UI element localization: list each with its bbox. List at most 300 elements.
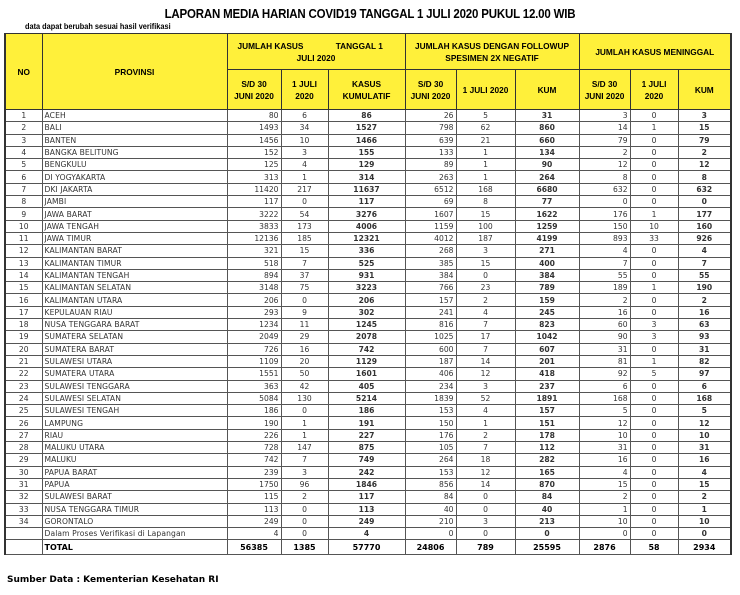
- followup-1juli: 23: [456, 282, 515, 294]
- followup-sd: 816: [405, 319, 456, 331]
- kasus-kumulatif: 742: [328, 343, 405, 355]
- header-kasus-1juli-line2: 2020: [295, 90, 314, 101]
- header-kasus-sd-line2: JUNI 2020: [234, 90, 274, 101]
- meninggal-1juli: 1: [630, 208, 678, 220]
- followup-sd: 1607: [405, 208, 456, 220]
- table-row: [5, 319, 731, 331]
- total-no: [5, 540, 42, 555]
- followup-kum: 90: [515, 159, 579, 171]
- meninggal-sd: 1: [579, 503, 630, 515]
- table-row: [5, 331, 731, 343]
- data-source: Sumber Data : Kementerian Kesehatan RI: [7, 575, 219, 585]
- followup-sd: 133: [405, 146, 456, 158]
- row-no: 7: [5, 183, 42, 195]
- meninggal-kum: 16: [678, 306, 731, 318]
- kasus-1juli: 1: [281, 417, 328, 429]
- followup-1juli: 1: [456, 159, 515, 171]
- kasus-kumulatif: 1129: [328, 355, 405, 367]
- kasus-sd: 3222: [227, 208, 281, 220]
- followup-kum: 178: [515, 429, 579, 441]
- meninggal-sd: 31: [579, 442, 630, 454]
- followup-kum: 1891: [515, 392, 579, 404]
- kasus-sd: 742: [227, 454, 281, 466]
- kasus-1juli: 1: [281, 429, 328, 441]
- meninggal-1juli: 0: [630, 257, 678, 269]
- followup-kum: 112: [515, 442, 579, 454]
- covid-report-table: [4, 33, 732, 555]
- meninggal-sd: 90: [579, 331, 630, 343]
- province-name: MALUKU: [42, 454, 227, 466]
- table-row: [5, 269, 731, 281]
- row-no: 4: [5, 146, 42, 158]
- kasus-kumulatif: 875: [328, 442, 405, 454]
- followup-1juli: 17: [456, 331, 515, 343]
- header-meninggal-1juli: [630, 70, 678, 110]
- followup-sd: 187: [405, 355, 456, 367]
- meninggal-kum: 82: [678, 355, 731, 367]
- followup-sd: 1025: [405, 331, 456, 343]
- followup-kum: 660: [515, 134, 579, 146]
- row-no: 34: [5, 515, 42, 527]
- row-no: 10: [5, 220, 42, 232]
- followup-kum: 6680: [515, 183, 579, 195]
- meninggal-sd: 10: [579, 429, 630, 441]
- followup-kum: 271: [515, 245, 579, 257]
- followup-sd: 384: [405, 269, 456, 281]
- followup-1juli: 7: [456, 442, 515, 454]
- followup-sd: 639: [405, 134, 456, 146]
- table-row: [5, 110, 731, 122]
- header-kasus-1juli: [281, 70, 328, 110]
- meninggal-1juli: 0: [630, 466, 678, 478]
- followup-kum: 157: [515, 405, 579, 417]
- kasus-1juli: 15: [281, 245, 328, 257]
- kasus-1juli: 11: [281, 319, 328, 331]
- province-name: PAPUA BARAT: [42, 466, 227, 478]
- followup-kum: 264: [515, 171, 579, 183]
- kasus-kumulatif: 525: [328, 257, 405, 269]
- followup-kum: 870: [515, 478, 579, 490]
- followup-sd: 105: [405, 442, 456, 454]
- province-name: SULAWESI BARAT: [42, 491, 227, 503]
- meninggal-sd: 7: [579, 257, 630, 269]
- meninggal-kum: 168: [678, 392, 731, 404]
- meninggal-kum: 93: [678, 331, 731, 343]
- followup-sd: 89: [405, 159, 456, 171]
- kasus-kumulatif: 3223: [328, 282, 405, 294]
- kasus-kumulatif: 1527: [328, 122, 405, 134]
- total-meninggal-kum: 2934: [678, 540, 731, 555]
- followup-1juli: 4: [456, 405, 515, 417]
- row-no: 8: [5, 196, 42, 208]
- kasus-1juli: 10: [281, 134, 328, 146]
- meninggal-sd: 16: [579, 454, 630, 466]
- row-no: 21: [5, 355, 42, 367]
- meninggal-1juli: 3: [630, 319, 678, 331]
- header-group-followup-line2: SPESIMEN 2X NEGATIF: [445, 52, 539, 63]
- meninggal-sd: 16: [579, 306, 630, 318]
- row-no: 3: [5, 134, 42, 146]
- meninggal-sd: 8: [579, 171, 630, 183]
- meninggal-sd: 0: [579, 528, 630, 540]
- meninggal-sd: 31: [579, 343, 630, 355]
- followup-sd: 385: [405, 257, 456, 269]
- table-row: [5, 466, 731, 478]
- kasus-kumulatif: 12321: [328, 232, 405, 244]
- meninggal-1juli: 0: [630, 183, 678, 195]
- meninggal-kum: 4: [678, 245, 731, 257]
- meninggal-kum: 31: [678, 343, 731, 355]
- followup-kum: 245: [515, 306, 579, 318]
- meninggal-1juli: 1: [630, 355, 678, 367]
- province-name: JAWA TIMUR: [42, 232, 227, 244]
- meninggal-sd: 2: [579, 294, 630, 306]
- kasus-kumulatif: 931: [328, 269, 405, 281]
- row-no: 20: [5, 343, 42, 355]
- meninggal-sd: 15: [579, 478, 630, 490]
- followup-sd: 268: [405, 245, 456, 257]
- followup-kum: 384: [515, 269, 579, 281]
- row-no: 22: [5, 368, 42, 380]
- meninggal-1juli: 0: [630, 405, 678, 417]
- kasus-sd: 1493: [227, 122, 281, 134]
- kasus-kumulatif: 302: [328, 306, 405, 318]
- kasus-sd: 1750: [227, 478, 281, 490]
- kasus-1juli: 75: [281, 282, 328, 294]
- table-row: [5, 257, 731, 269]
- province-name: SUMATERA SELATAN: [42, 331, 227, 343]
- total-meninggal-1juli: 58: [630, 540, 678, 555]
- header-fu-sd-line1: S/D 30: [417, 78, 444, 89]
- meninggal-1juli: 0: [630, 417, 678, 429]
- row-no: 29: [5, 454, 42, 466]
- kasus-1juli: 0: [281, 196, 328, 208]
- row-no: 23: [5, 380, 42, 392]
- kasus-sd: 518: [227, 257, 281, 269]
- kasus-1juli: 0: [281, 528, 328, 540]
- followup-1juli: 14: [456, 355, 515, 367]
- meninggal-kum: 97: [678, 368, 731, 380]
- header-group-followup: [405, 34, 579, 70]
- meninggal-sd: 12: [579, 159, 630, 171]
- meninggal-sd: 176: [579, 208, 630, 220]
- followup-kum: 213: [515, 515, 579, 527]
- kasus-kumulatif: 314: [328, 171, 405, 183]
- meninggal-1juli: 0: [630, 134, 678, 146]
- followup-kum: 823: [515, 319, 579, 331]
- meninggal-kum: 31: [678, 442, 731, 454]
- kasus-1juli: 0: [281, 405, 328, 417]
- kasus-sd: 80: [227, 110, 281, 122]
- province-name: KALIMANTAN TENGAH: [42, 269, 227, 281]
- meninggal-1juli: 0: [630, 159, 678, 171]
- row-no: 13: [5, 257, 42, 269]
- kasus-kumulatif: 117: [328, 196, 405, 208]
- kasus-sd: 186: [227, 405, 281, 417]
- followup-sd: 40: [405, 503, 456, 515]
- total-kasus-kumulatif: 57770: [328, 540, 405, 555]
- kasus-sd: 363: [227, 380, 281, 392]
- followup-sd: 150: [405, 417, 456, 429]
- kasus-1juli: 3: [281, 146, 328, 158]
- kasus-sd: 1456: [227, 134, 281, 146]
- kasus-sd: 321: [227, 245, 281, 257]
- header-kasus-kumulatif: [328, 70, 405, 110]
- table-row: [5, 171, 731, 183]
- followup-sd: 1839: [405, 392, 456, 404]
- kasus-kumulatif: 4: [328, 528, 405, 540]
- header-kasus-1juli-line1: 1 JULI: [292, 78, 317, 89]
- row-no: 28: [5, 442, 42, 454]
- kasus-sd: 12136: [227, 232, 281, 244]
- table-row: [5, 368, 731, 380]
- followup-sd: 798: [405, 122, 456, 134]
- province-name: SUMATERA BARAT: [42, 343, 227, 355]
- meninggal-kum: 15: [678, 478, 731, 490]
- province-name: DI YOGYAKARTA: [42, 171, 227, 183]
- followup-kum: 1259: [515, 220, 579, 232]
- province-name: SUMATERA UTARA: [42, 368, 227, 380]
- header-meninggal-sd: [579, 70, 630, 110]
- meninggal-1juli: 0: [630, 245, 678, 257]
- meninggal-1juli: 0: [630, 269, 678, 281]
- kasus-sd: 3148: [227, 282, 281, 294]
- meninggal-1juli: 10: [630, 220, 678, 232]
- kasus-kumulatif: 186: [328, 405, 405, 417]
- kasus-1juli: 34: [281, 122, 328, 134]
- kasus-kumulatif: 336: [328, 245, 405, 257]
- total-label: TOTAL: [42, 540, 227, 555]
- followup-1juli: 7: [456, 343, 515, 355]
- followup-kum: 134: [515, 146, 579, 158]
- total-followup-1juli: 789: [456, 540, 515, 555]
- followup-sd: 157: [405, 294, 456, 306]
- meninggal-kum: 55: [678, 269, 731, 281]
- kasus-1juli: 147: [281, 442, 328, 454]
- followup-1juli: 5: [456, 110, 515, 122]
- table-row: [5, 122, 731, 134]
- row-no: 32: [5, 491, 42, 503]
- row-no: 5: [5, 159, 42, 171]
- kasus-kumulatif: 405: [328, 380, 405, 392]
- province-name: KALIMANTAN TIMUR: [42, 257, 227, 269]
- meninggal-1juli: 0: [630, 294, 678, 306]
- followup-1juli: 168: [456, 183, 515, 195]
- meninggal-kum: 2: [678, 491, 731, 503]
- meninggal-sd: 12: [579, 417, 630, 429]
- followup-kum: 789: [515, 282, 579, 294]
- kasus-kumulatif: 5214: [328, 392, 405, 404]
- table-row: [5, 196, 731, 208]
- meninggal-kum: 5: [678, 405, 731, 417]
- kasus-sd: 726: [227, 343, 281, 355]
- row-no: 18: [5, 319, 42, 331]
- province-name: PAPUA: [42, 478, 227, 490]
- kasus-sd: 226: [227, 429, 281, 441]
- meninggal-sd: 3: [579, 110, 630, 122]
- followup-sd: 153: [405, 405, 456, 417]
- meninggal-sd: 14: [579, 122, 630, 134]
- header-provinsi: PROVINSI: [42, 34, 227, 110]
- followup-1juli: 1: [456, 417, 515, 429]
- meninggal-kum: 1: [678, 503, 731, 515]
- followup-kum: 151: [515, 417, 579, 429]
- row-no: 9: [5, 208, 42, 220]
- row-no: 14: [5, 269, 42, 281]
- meninggal-sd: 150: [579, 220, 630, 232]
- followup-sd: 210: [405, 515, 456, 527]
- total-followup-kum: 25595: [515, 540, 579, 555]
- table-body: [5, 110, 731, 540]
- meninggal-1juli: 5: [630, 368, 678, 380]
- followup-1juli: 52: [456, 392, 515, 404]
- meninggal-1juli: 0: [630, 146, 678, 158]
- followup-1juli: 3: [456, 245, 515, 257]
- row-no: 12: [5, 245, 42, 257]
- table-row: [5, 159, 731, 171]
- header-followup-1juli: 1 JULI 2020: [456, 70, 515, 110]
- kasus-1juli: 1: [281, 171, 328, 183]
- province-name: KALIMANTAN BARAT: [42, 245, 227, 257]
- meninggal-kum: 12: [678, 417, 731, 429]
- province-name: BANGKA BELITUNG: [42, 146, 227, 158]
- total-followup-sd: 24806: [405, 540, 456, 555]
- meninggal-sd: 5: [579, 405, 630, 417]
- header-group-kasus: [227, 34, 405, 70]
- kasus-sd: 206: [227, 294, 281, 306]
- kasus-1juli: 37: [281, 269, 328, 281]
- meninggal-sd: 4: [579, 466, 630, 478]
- followup-1juli: 2: [456, 429, 515, 441]
- row-no: 17: [5, 306, 42, 318]
- kasus-sd: 125: [227, 159, 281, 171]
- total-meninggal-sd: 2876: [579, 540, 630, 555]
- followup-sd: 69: [405, 196, 456, 208]
- meninggal-1juli: 1: [630, 282, 678, 294]
- followup-sd: 153: [405, 466, 456, 478]
- kasus-1juli: 6: [281, 110, 328, 122]
- meninggal-sd: 168: [579, 392, 630, 404]
- header-kasus-kum-line2: KUMULATIF: [342, 90, 391, 101]
- table-row: [5, 294, 731, 306]
- header-kasus-sd: [227, 70, 281, 110]
- row-no: [5, 528, 42, 540]
- meninggal-kum: 2: [678, 146, 731, 158]
- kasus-kumulatif: 1245: [328, 319, 405, 331]
- followup-sd: 84: [405, 491, 456, 503]
- followup-1juli: 21: [456, 134, 515, 146]
- table-row: [5, 343, 731, 355]
- kasus-kumulatif: 155: [328, 146, 405, 158]
- meninggal-sd: 2: [579, 491, 630, 503]
- followup-1juli: 0: [456, 269, 515, 281]
- kasus-1juli: 50: [281, 368, 328, 380]
- followup-kum: 201: [515, 355, 579, 367]
- province-name: BANTEN: [42, 134, 227, 146]
- province-name: MALUKU UTARA: [42, 442, 227, 454]
- kasus-1juli: 20: [281, 355, 328, 367]
- kasus-kumulatif: 4006: [328, 220, 405, 232]
- meninggal-1juli: 0: [630, 343, 678, 355]
- kasus-sd: 1109: [227, 355, 281, 367]
- province-name: KALIMANTAN UTARA: [42, 294, 227, 306]
- meninggal-kum: 8: [678, 171, 731, 183]
- meninggal-kum: 7: [678, 257, 731, 269]
- meninggal-sd: 92: [579, 368, 630, 380]
- followup-1juli: 4: [456, 306, 515, 318]
- kasus-1juli: 2: [281, 491, 328, 503]
- followup-kum: 1622: [515, 208, 579, 220]
- followup-sd: 856: [405, 478, 456, 490]
- meninggal-1juli: 0: [630, 491, 678, 503]
- followup-sd: 6512: [405, 183, 456, 195]
- followup-kum: 165: [515, 466, 579, 478]
- meninggal-1juli: 0: [630, 442, 678, 454]
- followup-kum: 607: [515, 343, 579, 355]
- province-name: JAWA BARAT: [42, 208, 227, 220]
- province-name: DKI JAKARTA: [42, 183, 227, 195]
- kasus-1juli: 54: [281, 208, 328, 220]
- kasus-kumulatif: 191: [328, 417, 405, 429]
- followup-sd: 4012: [405, 232, 456, 244]
- followup-kum: 4199: [515, 232, 579, 244]
- followup-1juli: 0: [456, 503, 515, 515]
- kasus-sd: 11420: [227, 183, 281, 195]
- followup-1juli: 1: [456, 146, 515, 158]
- table-row: [5, 134, 731, 146]
- table-row: [5, 405, 731, 417]
- kasus-kumulatif: 242: [328, 466, 405, 478]
- province-name: NUSA TENGGARA BARAT: [42, 319, 227, 331]
- kasus-1juli: 130: [281, 392, 328, 404]
- province-name: SULAWESI TENGGARA: [42, 380, 227, 392]
- meninggal-kum: 2: [678, 294, 731, 306]
- meninggal-sd: 893: [579, 232, 630, 244]
- meninggal-1juli: 0: [630, 478, 678, 490]
- table-row: [5, 454, 731, 466]
- kasus-sd: 152: [227, 146, 281, 158]
- followup-1juli: 15: [456, 257, 515, 269]
- report-title: LAPORAN MEDIA HARIAN COVID19 TANGGAL 1 JULI 2020 PUKUL 12.00 WIB: [164, 7, 576, 21]
- table-row: [5, 515, 731, 527]
- meninggal-1juli: 1: [630, 122, 678, 134]
- followup-kum: 40: [515, 503, 579, 515]
- report-subtitle: data dapat berubah sesuai hasil verifikasi: [25, 22, 171, 31]
- row-no: 24: [5, 392, 42, 404]
- kasus-kumulatif: 227: [328, 429, 405, 441]
- followup-kum: 31: [515, 110, 579, 122]
- row-no: 16: [5, 294, 42, 306]
- followup-kum: 237: [515, 380, 579, 392]
- followup-sd: 264: [405, 454, 456, 466]
- meninggal-kum: 4: [678, 466, 731, 478]
- followup-kum: 418: [515, 368, 579, 380]
- total-kasus-sd: 56385: [227, 540, 281, 555]
- kasus-sd: 1234: [227, 319, 281, 331]
- followup-1juli: 3: [456, 380, 515, 392]
- followup-1juli: 187: [456, 232, 515, 244]
- kasus-1juli: 9: [281, 306, 328, 318]
- meninggal-1juli: 0: [630, 429, 678, 441]
- followup-sd: 766: [405, 282, 456, 294]
- followup-sd: 263: [405, 171, 456, 183]
- kasus-1juli: 173: [281, 220, 328, 232]
- followup-sd: 1159: [405, 220, 456, 232]
- followup-1juli: 1: [456, 171, 515, 183]
- meninggal-1juli: 0: [630, 306, 678, 318]
- header-followup-kum: KUM: [515, 70, 579, 110]
- header-group-kasus-line2: JULI 2020: [296, 52, 336, 63]
